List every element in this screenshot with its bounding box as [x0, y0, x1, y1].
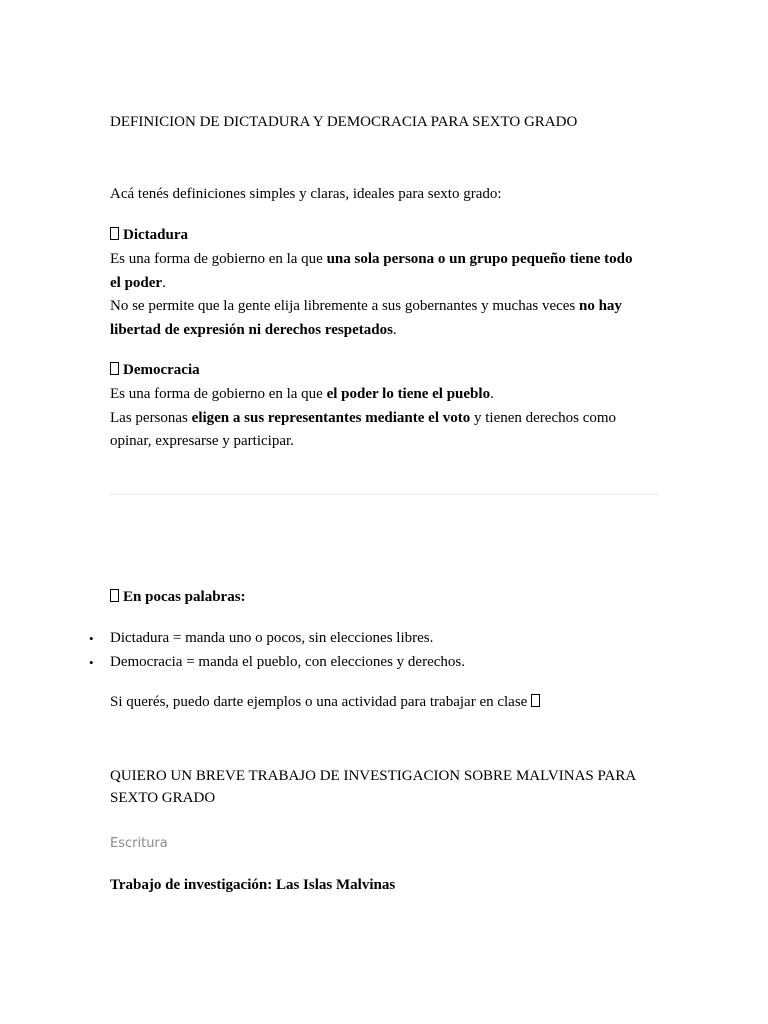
question-line-1: QUIERO UN BREVE TRABAJO DE INVESTIGACION SOBRE MALVINAS PARA [110, 768, 637, 784]
dictadura-def-bold-2: el poder [110, 275, 163, 291]
research-title [110, 874, 395, 898]
democracia-def-bold: el poder lo tiene el pueblo [326, 386, 491, 402]
democracia-line2 [110, 407, 670, 431]
bullet-icon: • [89, 631, 94, 646]
democracia-definition [110, 383, 494, 407]
dictadura-def-bold-1: una sola persona o un grupo pequeño tiene todo [326, 251, 633, 267]
democracia-line2-prefix: Las personas [110, 410, 192, 426]
dictadura-heading-label: Dictadura [123, 227, 188, 243]
dictadura-line2-bold-1: no hay [579, 298, 622, 314]
summary-item-text: Democracia = manda el pueblo, con elecciones y derechos. [110, 653, 465, 670]
offer-text-label: Si querés, puedo darte ejemplos o una actividad para trabajar en clase [110, 694, 528, 710]
summary-list [89, 627, 670, 674]
democracia-line2-bold: eligen a sus representantes mediante el voto [191, 410, 471, 426]
dictadura-def-prefix: Es una forma de gobierno en la que [110, 251, 327, 267]
dictadura-def-end: . [162, 275, 166, 291]
section-divider [110, 494, 658, 495]
missing-glyph-icon [110, 362, 119, 375]
intro-text: Acá tenés definiciones simples y claras, ideales para sexto grado: [110, 186, 502, 202]
research-title-label: Trabajo de investigación: Las Islas Malvinas [110, 877, 396, 893]
democracia-line2-suffix: y tienen derechos como [470, 410, 617, 426]
democracia-heading-label: Democracia [123, 362, 200, 378]
dictadura-definition-cont [110, 272, 166, 296]
document-title: DEFINICION DE DICTADURA Y DEMOCRACIA PARA SEXTO GRADO [110, 114, 578, 130]
bullet-icon: • [89, 654, 94, 670]
democracia-def-end: . [490, 386, 494, 402]
democracia-heading [110, 359, 200, 383]
dictadura-line2 [110, 295, 670, 319]
offer-text [110, 691, 540, 715]
dictadura-definition [110, 248, 670, 272]
source-label: Escritura [110, 836, 168, 851]
summary-list-item [89, 627, 670, 651]
dictadura-line2-cont [110, 319, 397, 343]
summary-item-text: Dictadura = manda uno o pocos, sin elecciones libres. [110, 630, 434, 646]
dictadura-line2-end: . [392, 322, 397, 338]
democracia-def-prefix: Es una forma de gobierno en la que [110, 386, 327, 402]
missing-glyph-icon [110, 227, 119, 240]
question-line-2: SEXTO GRADO [110, 790, 216, 806]
dictadura-line2-prefix: No se permite que la gente elija libremente a sus gobernantes y muchas veces [110, 298, 579, 314]
democracia-line3: opinar, expresarse y participar. [110, 433, 294, 449]
missing-glyph-icon [531, 694, 540, 707]
summary-heading [110, 586, 246, 610]
dictadura-heading [110, 224, 188, 248]
missing-glyph-icon [110, 589, 119, 602]
summary-heading-label: En pocas palabras: [123, 589, 246, 605]
dictadura-line2-bold-2: libertad de expresión ni derechos respetados [110, 322, 393, 338]
summary-list-item [89, 651, 670, 675]
